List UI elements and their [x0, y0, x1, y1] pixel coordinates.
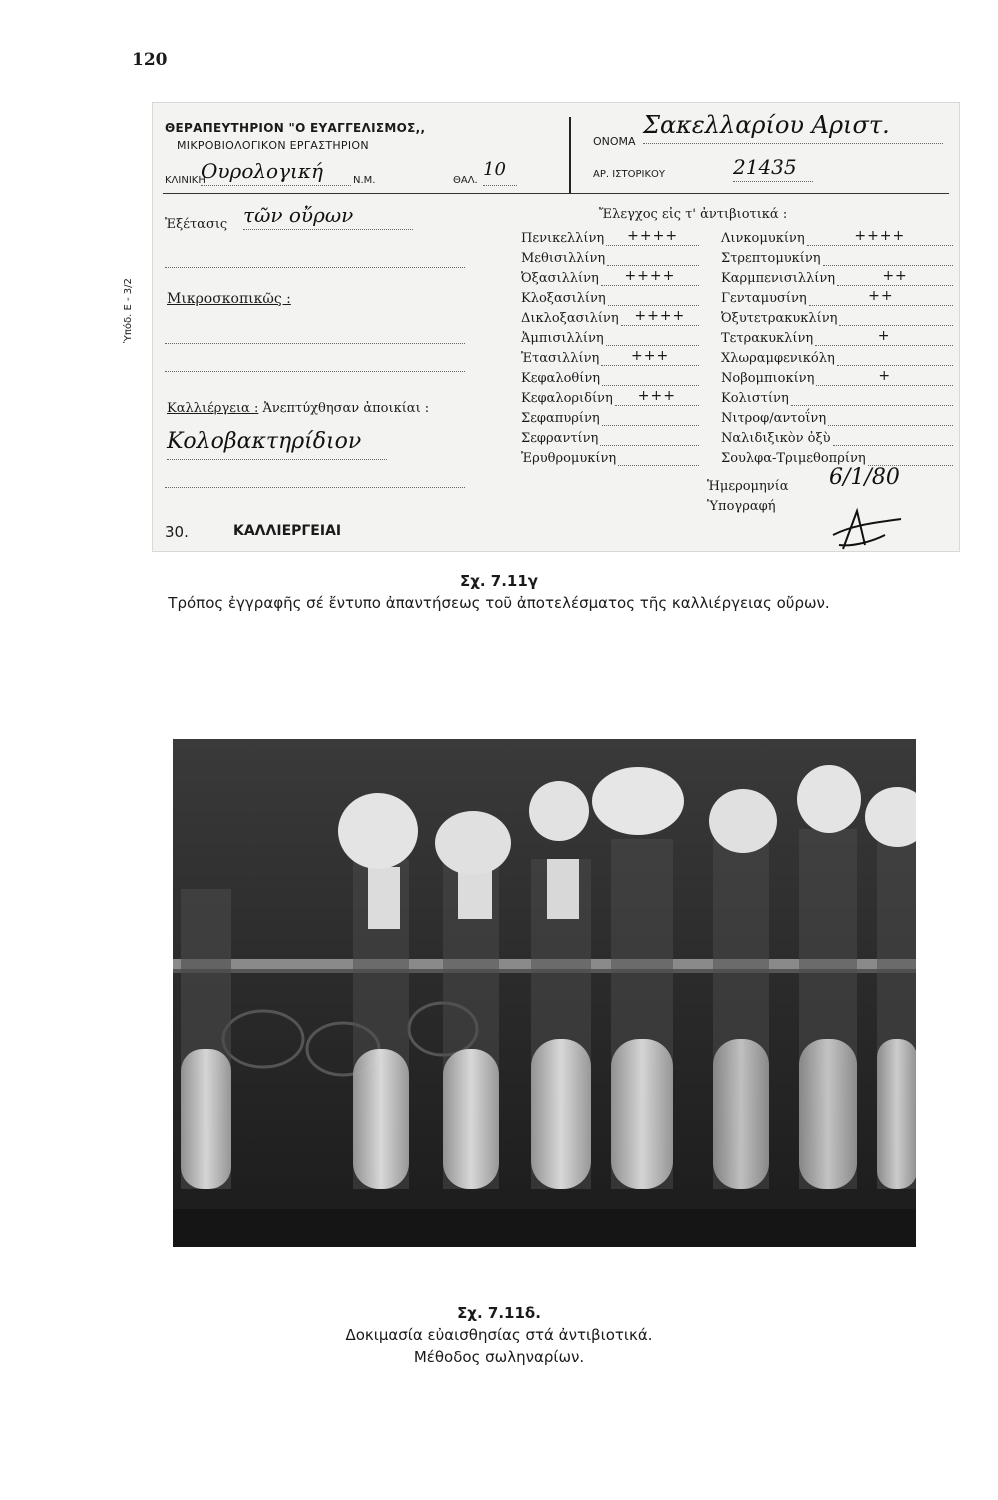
- antibiotic-row: [521, 329, 699, 346]
- antibiotic-row: [521, 249, 699, 266]
- figure1-caption-text: Τρόπος ἐγγραφῆς σέ ἔντυπο ἀπαντήσεως τοῦ ἀποτελέσματος τῆς καλλιέργειας οὔρων.: [168, 594, 830, 612]
- test-tubes-illustration: [173, 739, 916, 1247]
- antibiotic-name: Ὀξασιλλίνη: [521, 271, 599, 286]
- antibiotic-result: ++++: [621, 309, 699, 326]
- antibiotic-result: [607, 249, 699, 266]
- antibiotic-row: [521, 269, 699, 286]
- kalliergeia-text: Ἀνεπτύχθησαν ἀποικίαι :: [262, 401, 430, 416]
- kalliergeia-value: Κολοβακτηρίδιον: [167, 429, 387, 460]
- onoma-label: ΟΝΟΜΑ: [593, 135, 636, 148]
- page-number: 120: [132, 50, 168, 70]
- onoma-value: Σακελλαρίου Αριστ.: [643, 111, 943, 144]
- signature-label: Ὑπογραφή: [707, 499, 776, 514]
- antibiotic-name: Μεθισιλλίνη: [521, 251, 606, 266]
- antibiotic-row: [521, 349, 699, 366]
- figure1-caption-title: Σχ. 7.11γ: [459, 572, 539, 590]
- antibiotic-row: [721, 369, 953, 386]
- antibiotic-result: [823, 249, 953, 266]
- kalliergeia-label: [167, 401, 429, 416]
- antibiotic-result: [839, 309, 953, 326]
- antibiotic-name: Νοβομπιοκίνη: [721, 371, 815, 386]
- tube: [181, 889, 231, 1189]
- antibiotic-result: [833, 429, 953, 446]
- antibiotic-name: Γενταμυσίνη: [721, 291, 807, 306]
- antibiotic-result: [600, 429, 699, 446]
- antibiotic-name: Ἐτασιλλίνη: [521, 351, 600, 366]
- form-header-rule: [163, 193, 949, 194]
- antibiotic-name: Χλωραμφενικόλη: [721, 351, 835, 366]
- antibiotic-name: Κεφαλοριδίνη: [521, 391, 613, 406]
- antibiotic-row: [721, 329, 953, 346]
- figure2-caption-title: Σχ. 7.11δ.: [457, 1304, 541, 1322]
- antibiotic-result: [828, 409, 953, 426]
- antibiotic-name: Λινκομυκίνη: [721, 231, 805, 246]
- antibiotic-row: [721, 409, 953, 426]
- form-header-lab: ΜΙΚΡΟΒΙΟΛΟΓΙΚΟΝ ΕΡΓΑΣΤΗΡΙΟΝ: [177, 139, 369, 152]
- antibiotic-row: [721, 309, 953, 326]
- antibiotic-row: [521, 289, 699, 306]
- antibiotic-result: [837, 349, 953, 366]
- kalliergeia-label-text: Καλλιέργεια :: [167, 401, 259, 416]
- antibiotic-name: Σεφραντίνη: [521, 431, 599, 446]
- tube: [353, 859, 409, 1189]
- antibiotic-name: Ἀμπισιλλίνη: [521, 331, 604, 346]
- istorikou-label: ΑΡ. ΙΣΤΟΡΙΚΟΥ: [593, 169, 665, 180]
- antibiotic-result: [606, 329, 699, 346]
- antibiotic-row: [521, 309, 699, 326]
- antibiotics-title: Ἔλεγχος εἰς τ' ἀντιβιοτικά :: [599, 207, 788, 222]
- antibiotic-name: Νιτροφ/αντοΐνη: [721, 411, 827, 426]
- exetasis-label: Ἐξέτασις: [165, 217, 228, 232]
- date-value: 6/1/80: [829, 465, 900, 490]
- antibiotic-name: Τετρακυκλίνη: [721, 331, 814, 346]
- antibiotic-name: Κλοξασιλίνη: [521, 291, 606, 306]
- antibiotic-result: [602, 369, 699, 386]
- antibiotic-row: [521, 429, 699, 446]
- antibiotic-row: [721, 389, 953, 406]
- antibiotic-row: [521, 229, 699, 246]
- antibiotic-name: Δικλοξασιλίνη: [521, 311, 619, 326]
- antibiotic-row: [721, 249, 953, 266]
- antibiotic-result: [618, 449, 699, 466]
- antibiotic-result: +++: [615, 389, 699, 406]
- antibiotic-result: ++++: [807, 229, 953, 246]
- tube: [531, 859, 591, 1189]
- form-code-side-label: Ὑπόδ. Ε - 3/2: [123, 278, 134, 343]
- antibiotic-result: ++++: [601, 269, 699, 286]
- antibiotic-name: Ὀξυτετρακυκλίνη: [721, 311, 838, 326]
- blank-line: [165, 487, 465, 488]
- antibiotic-result: [602, 409, 699, 426]
- antibiotic-result: [791, 389, 953, 406]
- form-header-divider: [569, 117, 571, 193]
- section-title: ΚΑΛΛΙΕΡΓΕΙΑΙ: [233, 523, 342, 539]
- thal-value: 10: [483, 159, 517, 186]
- section-number: 30.: [165, 523, 189, 541]
- antibiotic-result: ++: [837, 269, 953, 286]
- antibiotic-name: Καρμπενισιλλίνη: [721, 271, 836, 286]
- antibiotic-name: Κολιστίνη: [721, 391, 789, 406]
- test-tubes-photo: [173, 739, 916, 1247]
- klinikh-value: Ουρολογική: [201, 159, 351, 186]
- lab-result-form: [123, 102, 960, 552]
- antibiotic-row: [521, 449, 699, 466]
- antibiotic-name: Πενικελλίνη: [521, 231, 605, 246]
- thal-label: ΘΑΛ.: [453, 175, 478, 186]
- antibiotic-name: Ναλιδιξικὸν ὀξὺ: [721, 431, 831, 446]
- antibiotic-name: Σεφαπυρίνη: [521, 411, 600, 426]
- nm-label: Ν.Μ.: [353, 175, 376, 186]
- blank-line: [165, 371, 465, 372]
- signature-scribble: [813, 505, 903, 551]
- antibiotic-row: [521, 369, 699, 386]
- antibiotic-row: [721, 289, 953, 306]
- exetasis-value: τῶν οὔρων: [243, 203, 413, 230]
- antibiotic-row: [721, 349, 953, 366]
- date-label: Ἡμερομηνία: [707, 479, 789, 494]
- antibiotic-row: [721, 449, 953, 466]
- antibiotic-result: [868, 449, 953, 466]
- antibiotic-name: Σουλφα-Τριμεθοπρίνη: [721, 451, 866, 466]
- antibiotic-row: [521, 389, 699, 406]
- tube: [713, 839, 769, 1189]
- tube: [799, 829, 857, 1189]
- klinikh-label: ΚΛΙΝΙΚΗ: [165, 175, 206, 186]
- antibiotic-row: [521, 409, 699, 426]
- mikroskopikos-label: Μικροσκοπικῶς :: [167, 291, 291, 307]
- figure2-caption-line1: Δοκιμασία εὐαισθησίας στά ἀντιβιοτικά.: [345, 1326, 653, 1344]
- antibiotic-result: +: [816, 369, 953, 386]
- tube: [877, 829, 916, 1189]
- blank-line: [165, 267, 465, 268]
- antibiotic-name: Στρεπτομυκίνη: [721, 251, 821, 266]
- antibiotic-result: +: [815, 329, 953, 346]
- antibiotic-row: [721, 229, 953, 246]
- antibiotic-result: ++: [809, 289, 953, 306]
- blank-line: [165, 343, 465, 344]
- form-header-hospital: ΘΕΡΑΠΕΥΤΗΡΙΟΝ "Ο ΕΥΑΓΓΕΛΙΣΜΟΣ,,: [165, 121, 426, 135]
- antibiotic-row: [721, 269, 953, 286]
- antibiotic-result: [608, 289, 699, 306]
- antibiotic-result: ++++: [606, 229, 699, 246]
- tube: [443, 859, 499, 1189]
- figure2-caption-line2: Μέθοδος σωληναρίων.: [413, 1348, 585, 1366]
- antibiotic-row: [721, 429, 953, 446]
- antibiotic-result: +++: [601, 349, 699, 366]
- antibiotic-name: Ἐρυθρομυκίνη: [521, 451, 617, 466]
- istorikou-value: 21435: [733, 155, 813, 182]
- tube: [611, 839, 673, 1189]
- antibiotic-name: Κεφαλοθίνη: [521, 371, 601, 386]
